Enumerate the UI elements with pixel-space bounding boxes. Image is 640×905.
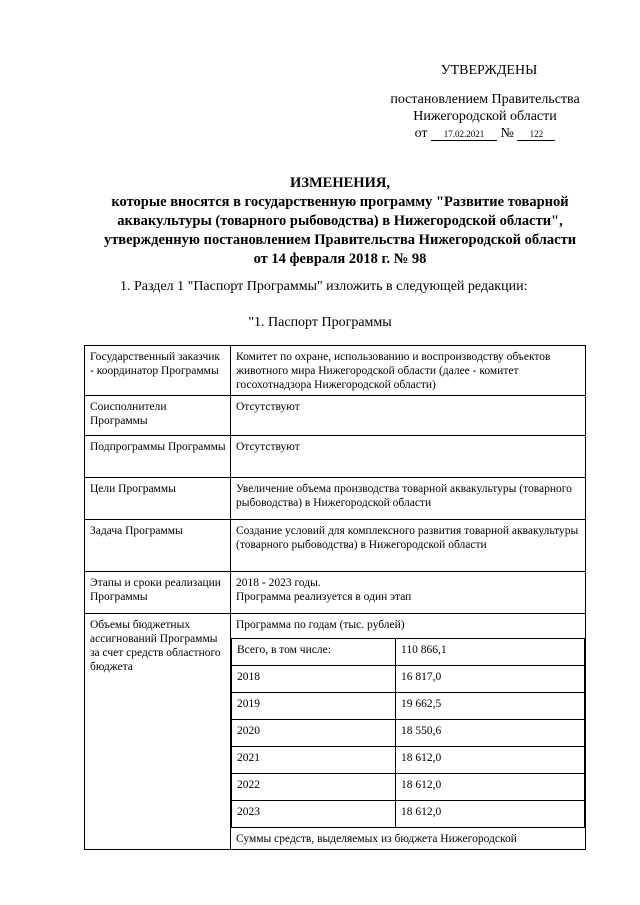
number-sign: №: [500, 126, 514, 141]
heading-line-1: ИЗМЕНЕНИЯ,: [290, 175, 390, 191]
row-label: Задача Программы: [85, 520, 231, 572]
amount-cell: 18 612,0: [396, 747, 585, 774]
heading-line-3: аквакультуры (товарного рыбоводства) в Нижегородской области",: [117, 213, 563, 229]
year-cell: 2020: [232, 720, 396, 747]
year-cell: Всего, в том числе:: [232, 639, 396, 666]
approval-line-1: постановлением Правительства: [390, 92, 580, 107]
table-row: [232, 666, 585, 693]
heading-line-4: утвержденную постановлением Правительства Нижегородской области: [103, 232, 577, 248]
row-label: Государственный заказчик - координатор Программы: [85, 346, 231, 396]
amount-cell: 16 817,0: [396, 666, 585, 693]
date-prefix: от: [414, 126, 428, 141]
approval-block: [340, 62, 630, 142]
row-label: Объемы бюджетных ассигнований Программы за счет средств областного бюджета: [85, 614, 231, 850]
table-row: [85, 614, 586, 850]
year-cell: 2019: [232, 693, 396, 720]
amount-cell: 19 662,5: [396, 693, 585, 720]
financing-cell: [231, 614, 586, 850]
heading-line-5: от 14 февраля 2018 г. № 98: [253, 251, 427, 267]
table-row: [232, 774, 585, 801]
row-value: Отсутствуют: [231, 396, 586, 436]
row-value: Комитет по охране, использованию и воспроизводству объектов животного мира Нижегородской области (далее - комитет госохотнадзора Нижегородской области): [231, 346, 586, 396]
financing-header: Программа по годам (тыс. рублей): [236, 619, 405, 631]
year-cell: 2023: [232, 801, 396, 828]
document-heading: [60, 174, 620, 269]
row-label: Соисполнители Программы: [85, 396, 231, 436]
passport-table: [84, 345, 586, 850]
amount-cell: 18 550,6: [396, 720, 585, 747]
year-cell: 2018: [232, 666, 396, 693]
intro-paragraph: 1. Раздел 1 "Паспорт Программы" изложить в следующей редакции:: [120, 279, 528, 294]
year-cell: 2021: [232, 747, 396, 774]
table-row: [85, 346, 586, 396]
financing-years-table: [231, 638, 585, 828]
row-value: Отсутствуют: [231, 436, 586, 478]
table-row: [232, 720, 585, 747]
table-row: [232, 693, 585, 720]
table-row: [85, 396, 586, 436]
amount-cell: 18 612,0: [396, 801, 585, 828]
table-row: [85, 572, 586, 614]
section-title: "1. Паспорт Программы: [248, 315, 392, 330]
stages-line-1: 2018 - 2023 годы.: [236, 577, 321, 589]
row-value: Увеличение объема производства товарной аквакультуры (товарного рыбоводства) в Нижегородской области: [231, 478, 586, 520]
table-row: [85, 520, 586, 572]
table-row: [85, 436, 586, 478]
financing-footer: Суммы средств, выделяемых из бюджета Нижегородской: [236, 833, 517, 845]
approval-date: 17.02.2021: [431, 129, 497, 141]
heading-line-2: которые вносятся в государственную программу "Развитие товарной: [111, 194, 569, 210]
amount-cell: 18 612,0: [396, 774, 585, 801]
row-label: Этапы и сроки реализации Программы: [85, 572, 231, 614]
amount-cell: 110 866,1: [396, 639, 585, 666]
row-value: [231, 572, 586, 614]
table-row: [232, 639, 585, 666]
table-row: [232, 747, 585, 774]
row-label: Подпрограммы Программы: [85, 436, 231, 478]
stages-line-2: Программа реализуется в один этап: [236, 591, 412, 603]
approval-number: 122: [517, 129, 555, 141]
table-row: [232, 801, 585, 828]
approval-line-2: Нижегородской области: [413, 109, 557, 124]
approval-title: УТВЕРЖДЕНЫ: [440, 63, 538, 78]
approval-date-row: [340, 125, 630, 142]
table-row: [85, 478, 586, 520]
year-cell: 2022: [232, 774, 396, 801]
row-value: Создание условий для комплексного развития товарной аквакультуры (товарного рыбоводства) в Нижегородской области: [231, 520, 586, 572]
row-label: Цели Программы: [85, 478, 231, 520]
